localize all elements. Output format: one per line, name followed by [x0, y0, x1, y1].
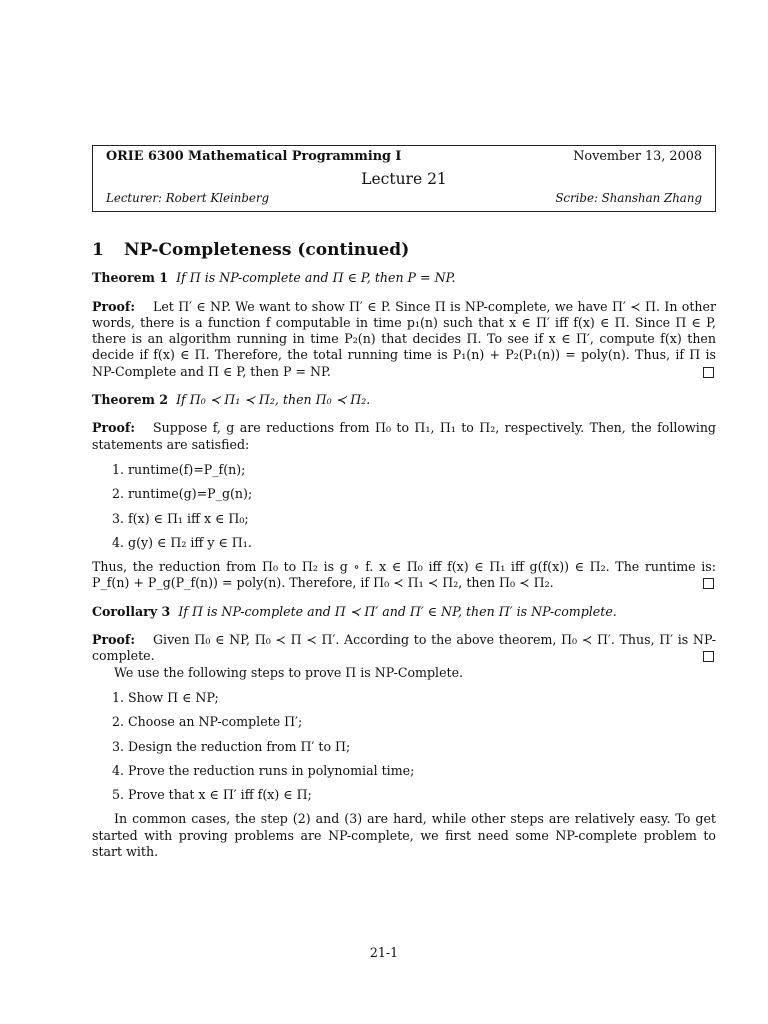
- header-bottom-row: [106, 190, 702, 206]
- proof-1-label: Proof:: [92, 298, 135, 314]
- proof-3-label: Proof:: [92, 632, 135, 648]
- header-top-row: [106, 149, 702, 165]
- page-number: 21-1: [369, 945, 399, 960]
- proof-2: [92, 420, 716, 453]
- list-item: 4. Prove the reduction runs in polynomial time;: [112, 762, 415, 778]
- theorem-2-label: Theorem 2: [92, 392, 169, 408]
- scribe-name: Scribe: Shanshan Zhang: [555, 190, 702, 205]
- proof-3: [92, 632, 716, 665]
- steps-intro: We use the following steps to prove Π is NP-Complete.: [114, 664, 464, 680]
- proof-1-text: Let Π′ ∈ NP. We want to show Π′ ∈ P. Since Π is NP-complete, we have Π′ ≺ Π. In other words, there is a function f computable in time p₁(n) such that x ∈ Π′ iff f(x) ∈ Π. Since Π ∈ P, there is an algorithm running in time P₂(n) that decides Π. To see if x ∈ Π′, compute f(x) then decide if f(x) ∈ Π. Therefore, the total running time is P₁(n) + P₂(P₁(n)) = poly(n). Thus, if Π is NP-Complete and Π ∈ P, then P = NP.: [92, 298, 716, 379]
- proof-2-list: [92, 462, 716, 551]
- theorem-1: [92, 270, 716, 286]
- course-title: ORIE 6300 Mathematical Programming I: [106, 149, 402, 164]
- steps-closing: In common cases, the step (2) and (3) are hard, while other steps are relatively easy. To get started with proving problems are NP-complete, we first need some NP-complete problem to start with.: [92, 811, 716, 860]
- theorem-2-statement: If Π₀ ≺ Π₁ ≺ Π₂, then Π₀ ≺ Π₂.: [176, 392, 371, 408]
- list-item: 5. Prove that x ∈ Π′ iff f(x) ∈ Π;: [112, 787, 312, 803]
- proof-2-conclusion: [92, 559, 716, 592]
- proof-1: [92, 299, 716, 380]
- qed-box-1: [703, 367, 714, 378]
- list-item: 2. runtime(g)=P_g(n);: [112, 486, 253, 502]
- list-item: 3. f(x) ∈ Π₁ iff x ∈ Π₀;: [112, 510, 249, 526]
- corollary-3: [92, 604, 716, 620]
- lecture-header-box: [92, 145, 716, 212]
- theorem-1-label: Theorem 1: [92, 270, 169, 286]
- list-item: 4. g(y) ∈ Π₂ iff y ∈ Π₁.: [112, 534, 252, 550]
- list-item: 1. runtime(f)=P_f(n);: [112, 461, 246, 477]
- qed-box-3: [703, 651, 714, 662]
- lecture-date: November 13, 2008: [573, 149, 702, 164]
- section-title: NP-Completeness (continued): [124, 240, 410, 260]
- proof-2-text: Suppose f, g are reductions from Π₀ to Π₁, Π₁ to Π₂, respectively. Then, the following statements are satisfied:: [92, 420, 716, 452]
- lecture-number: Lecture 21: [361, 170, 447, 189]
- list-item: 2. Choose an NP-complete Π′;: [112, 714, 303, 730]
- section-number: 1: [92, 240, 104, 260]
- theorem-2: [92, 392, 716, 408]
- list-item: 1. Show Π ∈ NP;: [112, 689, 219, 705]
- lecturer-name: Lecturer: Robert Kleinberg: [106, 190, 270, 205]
- proof-2-label: Proof:: [92, 420, 135, 436]
- steps-list: [92, 690, 716, 803]
- proof-2-conclusion-text: Thus, the reduction from Π₀ to Π₂ is g ∘ f. x ∈ Π₀ iff f(x) ∈ Π₁ iff g(f(x)) ∈ Π₂. The runtime is: P_f(n) + P_g(P_f(n)) = poly(n). Therefore, if Π₀ ≺ Π₁ ≺ Π₂, then Π₀ ≺ Π₂.: [92, 559, 716, 591]
- corollary-3-label: Corollary 3: [92, 603, 171, 619]
- lecture-page: [92, 145, 716, 860]
- theorem-1-statement: If Π is NP-complete and Π ∈ P, then P = NP.: [176, 270, 456, 286]
- list-item: 3. Design the reduction from Π′ to Π;: [112, 738, 351, 754]
- section-heading: [92, 242, 716, 258]
- qed-box-2: [703, 578, 714, 589]
- proof-3-text: Given Π₀ ∈ NP, Π₀ ≺ Π ≺ Π′. According to the above theorem, Π₀ ≺ Π′. Thus, Π′ is NP-complete.: [92, 632, 716, 664]
- corollary-3-statement: If Π is NP-complete and Π ≺ Π′ and Π′ ∈ NP, then Π′ is NP-complete.: [178, 603, 617, 619]
